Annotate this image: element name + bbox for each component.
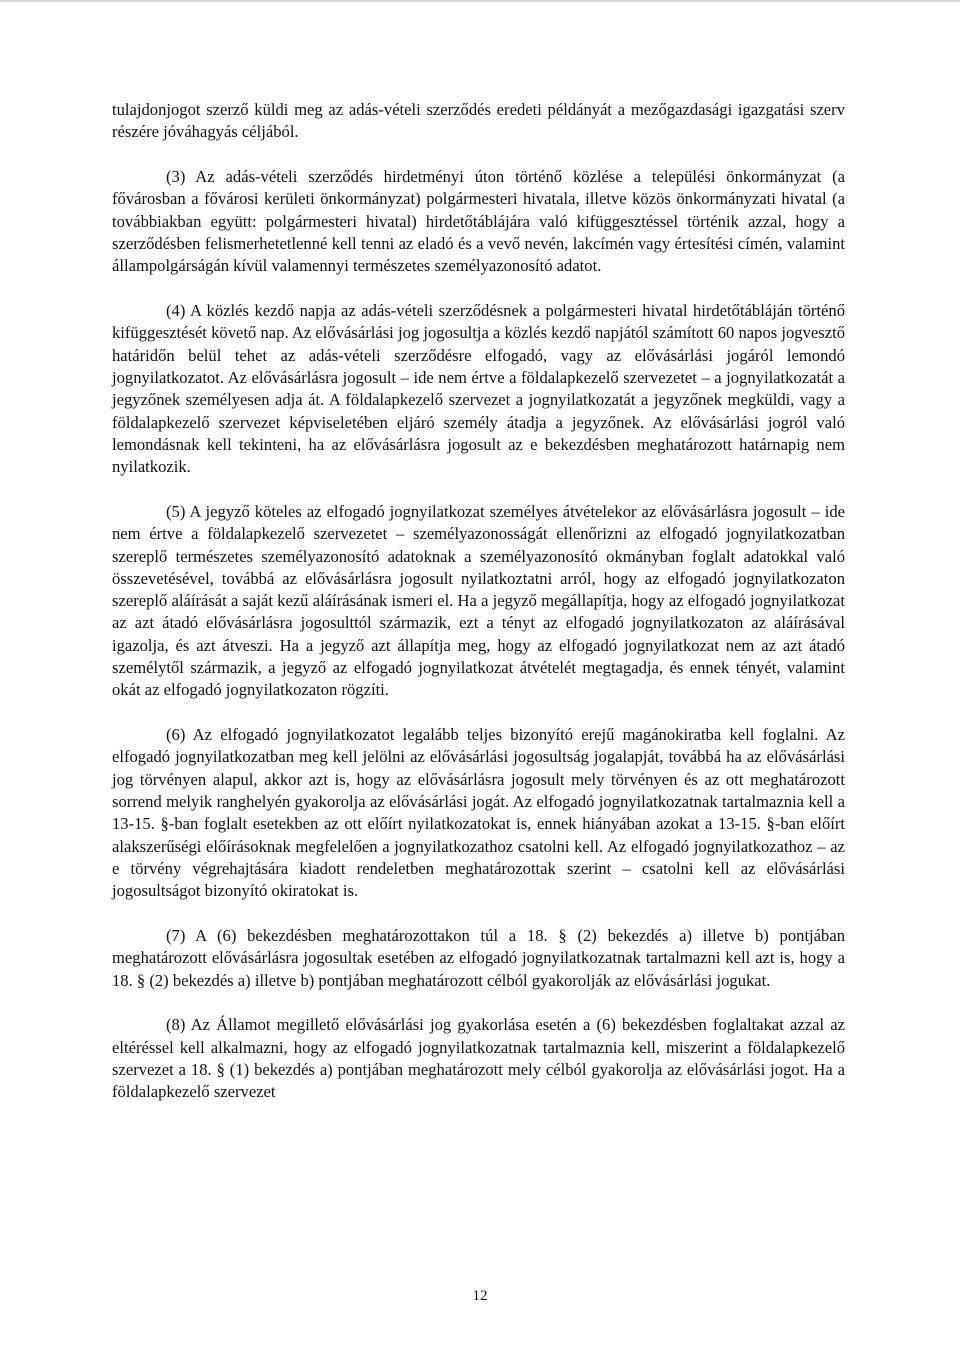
paragraph-6: (6) Az elfogadó jognyilatkozatot legalább teljes bizonyító erejű magánokiratba kell foglalni. Az elfogadó jognyilatkozatban meg kell jelölni az elővásárlási jogosultság jogalapját, továbbá ha az elővásárlási jog törvényen alapul, akkor azt is, hogy az elővásárlásra jogosult mely törvényen és az ott meghatározott sorrend melyik ranghelyén gyakorolja az elővásárlási jogát. Az elfogadó jognyilatkozatnak tartalmaznia kell a 13-15. §-ban foglalt esetekben az ott előírt nyilatkozatokat is, ennek hiányában azokat a 13-15. §-ban előírt alakszerűségi előírásoknak megfelelően a jognyilatkozathoz csatolni kell. Az elfogadó jognyilatkozathoz – az e törvény végrehajtására kiadott rendeletben meghatározottak szerint – csatolni kell az elővásárlási jogosultságot bizonyító okiratokat is.	[112, 725, 845, 901]
paragraph-5: (5) A jegyző köteles az elfogadó jognyilatkozat személyes átvételekor az elővásárlásra jogosult – ide nem értve a földalapkezelő szervezetet – személyazonosságát ellenőrizni az elfogadó jognyilatkozatban szereplő természetes személyazonosító adatoknak a személyazonosító okmányban foglalt adatokkal való összevetésével, továbbá az elővásárlásra jogosult nyilatkoztatni arról, hogy az elfogadó jognyilatkozaton szereplő aláírását a saját kezű aláírásának ismeri el. Ha a jegyző megállapítja, hogy az elfogadó jognyilatkozat az azt átadó elővásárlásra jogosulttól származik, ezt a tényt az elfogadó jognyilatkozaton az aláírásával igazolja, és azt átveszi. Ha a jegyző azt állapítja meg, hogy az elfogadó jognyilatkozat nem az azt átadó személytől származik, a jegyző az elfogadó jognyilatkozat átvételét megtagadja, és ennek tényét, valamint okát az elfogadó jognyilatkozaton rögzíti.	[112, 501, 845, 700]
paragraph-8: (8) Az Államot megillető elővásárlási jog gyakorlása esetén a (6) bekezdésben foglaltakat azzal az eltéréssel kell alkalmazni, hogy az elfogadó jognyilatkozatnak tartalmaznia kell, miszerint a földalapkezelő szervezet a 18. § (1) bekezdés a) pontjában meghatározott mely célból gyakorolja az elővásárlási jogot. Ha a földalapkezelő szervezet	[112, 1015, 845, 1102]
paragraph-4: (4) A közlés kezdő napja az adás-vételi szerződésnek a polgármesteri hivatal hirdetőtábláján történő kifüggesztését követő nap. Az elővásárlási jog jogosultja a közlés kezdő napjától számított 60 napos jogvesztő határidőn belül tehet az adás-vételi szerződésre elfogadó, vagy az elővásárlási jogáról lemondó jognyilatkozatot. Az elővásárlásra jogosult – ide nem értve a földalapkezelő szervezetet – a jognyilatkozatát a jegyzőnek személyesen adja át. A földalapkezelő szervezet a jognyilatkozatát a jegyzőnek megküldi, vagy a földalapkezelő szervezet képviseletében eljáró személy átadja a jegyzőnek. Az elővásárlási jogról való lemondásnak kell tekinteni, ha az elővásárlásra jogosult az e bekezdésben meghatározott határnapig nem nyilatkozik.	[112, 301, 845, 477]
scan-top-edge	[0, 0, 960, 2]
paragraph-continuation: tulajdonjogot szerző küldi meg az adás-vételi szerződés eredeti példányát a mezőgazdasági igazgatási szerv részére jóváhagyás céljából.	[112, 100, 845, 142]
paragraph-7: (7) A (6) bekezdésben meghatározottakon túl a 18. § (2) bekezdés a) illetve b) pontjában meghatározott elővásárlásra jogosultak esetében az elfogadó jognyilatkozatnak tartalmazni kell azt is, hogy a 18. § (2) bekezdés a) illetve b) pontjában meghatározott célból gyakorolják az elővásárlási jogukat.	[112, 926, 845, 990]
document-body	[112, 99, 845, 1126]
page-number: 12	[472, 1288, 488, 1304]
paragraph-3: (3) Az adás-vételi szerződés hirdetményi úton történő közlése a települési önkormányzat (a fővárosban a fővárosi kerületi önkormányzat) polgármesteri hivatala, illetve közös önkormányzati hivatal (a továbbiakban együtt: polgármesteri hivatal) hirdetőtáblájára való kifüggesztéssel történik azzal, hogy a szerződésben felismerhetetlenné kell tenni az eladó és a vevő nevén, lakcímén vagy értesítési címén, valamint állampolgárságán kívül valamennyi természetes személyazonosító adatot.	[112, 167, 845, 276]
